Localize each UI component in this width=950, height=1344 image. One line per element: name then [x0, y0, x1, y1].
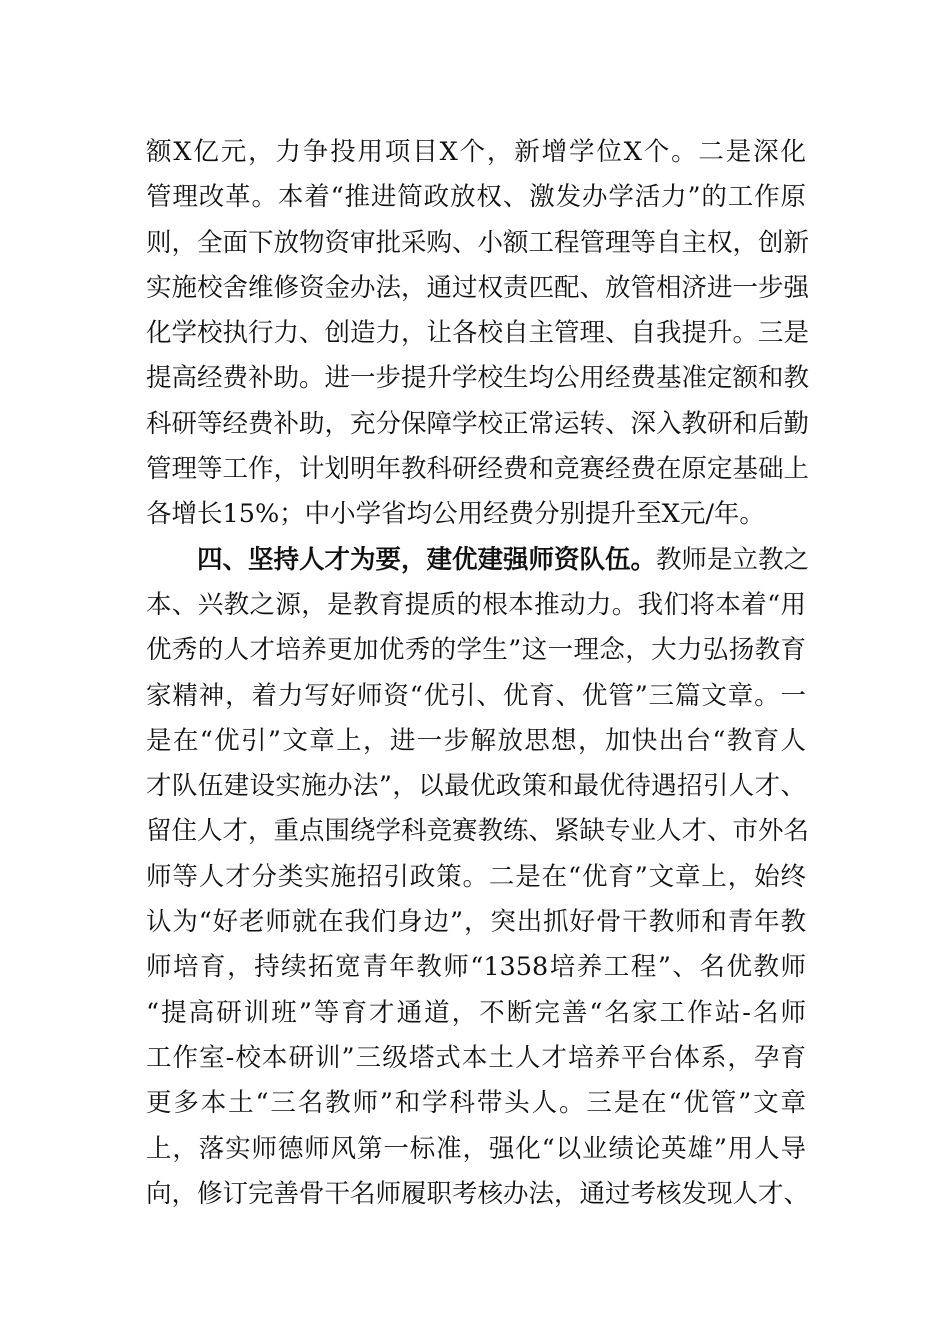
text-line: 额X亿元，力争投用项目X个，新增学位X个。二是深化 [146, 137, 806, 167]
first-line-text: 教师是立教之 [656, 544, 810, 575]
text-line: 才队伍建设实施办法”，以最优政策和最优待遇招引人才、 [146, 771, 806, 802]
text-line: 上，落实师德师风第一标准，强化“以业绩论英雄”用人导 [146, 1133, 806, 1164]
section-heading: 四、坚持人才为要，建优建强师资队伍。 [197, 544, 657, 575]
text-line: 各增长15%；中小学省均公用经费分别提升至X元/年。 [146, 499, 765, 530]
text-line: 提高经费补助。进一步提升学校生均公用经费基准定额和教 [146, 363, 810, 394]
text-line: 化学校执行力、创造力，让各校自主管理、自我提升。三是 [146, 318, 810, 349]
text-line: 是在“优引”文章上，进一步解放思想，加快出台“教育人 [146, 725, 806, 756]
text-line: 师等人才分类实施招引政策。二是在“优育”文章上，始终 [146, 861, 806, 892]
text-line: 本、兴教之源，是教育提质的根本推动力。我们将本着“用 [146, 589, 806, 620]
text-line: 管理改革。本着“推进简政放权、激发办学活力”的工作原 [146, 182, 806, 213]
text-line: 更多本土“三名教师”和学科带头人。三是在“优管”文章 [146, 1088, 806, 1119]
text-line: 留住人才，重点围绕学科竞赛教练、紧缺专业人才、市外名 [146, 816, 810, 847]
paragraph-teachers [146, 538, 810, 1217]
text-line: 科研等经费补助，充分保障学校正常运转、深入教研和后勤 [146, 408, 810, 439]
text-line: 向，修订完善骨干名师履职考核办法，通过考核发现人才、 [146, 1178, 810, 1209]
text-line-first [146, 538, 810, 583]
text-line: 实施校舍维修资金办法，通过权责匹配、放管相济进一步强 [146, 272, 810, 303]
text-line: 管理等工作，计划明年教科研经费和竞赛经费在原定基础上 [146, 454, 810, 485]
text-line: 师培育，持续拓宽青年教师“1358培养工程”、名优教师 [146, 952, 806, 983]
paragraph-funding [146, 130, 810, 538]
body-text [146, 130, 810, 1217]
text-line: 认为“好老师就在我们身边”，突出抓好骨干教师和青年教 [146, 907, 806, 938]
text-line: 优秀的人才培养更加优秀的学生”这一理念，大力弘扬教育 [146, 635, 806, 666]
text-line: “提高研训班”等育才通道，不断完善“名家工作站-名师 [146, 997, 806, 1028]
text-line: 家精神，着力写好师资“优引、优育、优管”三篇文章。一 [146, 680, 806, 711]
text-line: 工作室-校本研训”三级塔式本土人才培养平台体系，孕育 [146, 1042, 806, 1073]
text-line: 则，全面下放物资审批采购、小额工程管理等自主权，创新 [146, 227, 810, 258]
